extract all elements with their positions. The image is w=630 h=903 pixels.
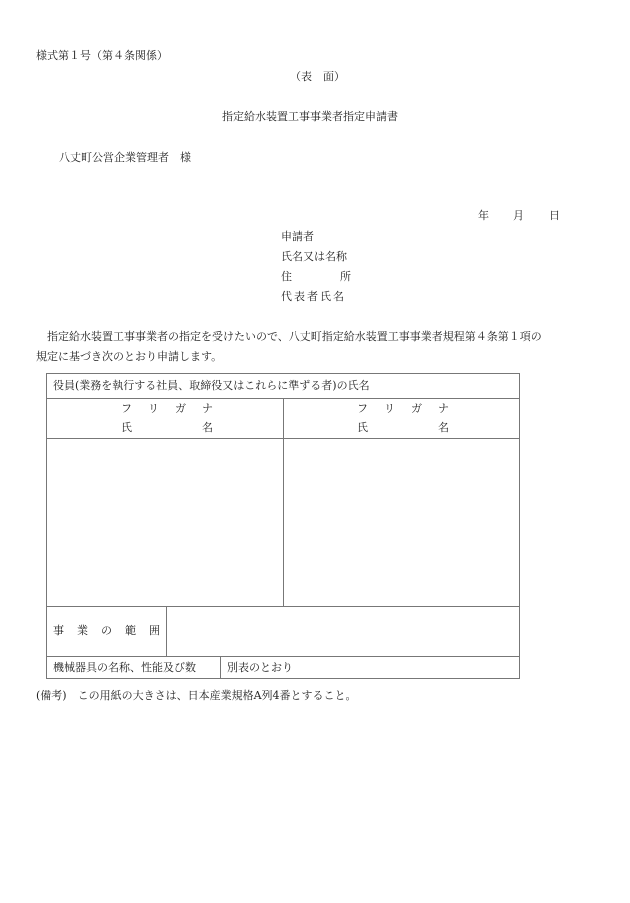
applicant-representative-label: 代表者氏名: [281, 290, 346, 303]
equipment-label: 機械器具の名称、性能及び数: [53, 661, 196, 674]
applicant-address-label-2: 所: [340, 270, 351, 283]
body-text-line-1: 指定給水装置工事事業者の指定を受けたいので、八丈町指定給水装置工事事業者規程第４条第１項の: [36, 330, 542, 343]
name-label-right: 氏 名: [357, 421, 449, 434]
form-number: 様式第１号（第４条関係）: [36, 49, 168, 62]
date-year-label: 年: [478, 209, 489, 222]
scope-label: 事 業 の 範 囲: [53, 624, 161, 637]
application-table: [46, 373, 520, 679]
applicant-label: 申請者: [281, 230, 314, 243]
applicant-address-label-1: 住: [281, 270, 292, 283]
name-label-left: 氏 名: [121, 421, 213, 434]
officer-names-left-field[interactable]: [47, 439, 283, 606]
body-text-line-2: 規定に基づき次のとおり申請します。: [36, 350, 223, 363]
officers-header: 役員(業務を執行する社員、取締役又はこれらに準ずる者)の氏名: [53, 379, 370, 392]
scope-field[interactable]: [167, 607, 519, 656]
divider: [47, 656, 519, 657]
date-month-label: 月: [513, 209, 524, 222]
officer-names-right-field[interactable]: [284, 439, 519, 606]
furigana-label-left: フ リ ガ ナ: [121, 402, 213, 415]
column-divider: [220, 656, 221, 678]
side-label: （表 面）: [290, 70, 345, 83]
date-day-label: 日: [549, 209, 560, 222]
remarks: (備考) この用紙の大きさは、日本産業規格A列4番とすること。: [36, 689, 357, 702]
equipment-value: 別表のとおり: [227, 661, 293, 674]
addressee: 八丈町公営企業管理者 様: [59, 151, 191, 164]
applicant-name-label: 氏名又は名称: [281, 250, 347, 263]
furigana-label-right: フ リ ガ ナ: [357, 402, 449, 415]
document-title: 指定給水装置工事事業者指定申請書: [222, 110, 398, 123]
